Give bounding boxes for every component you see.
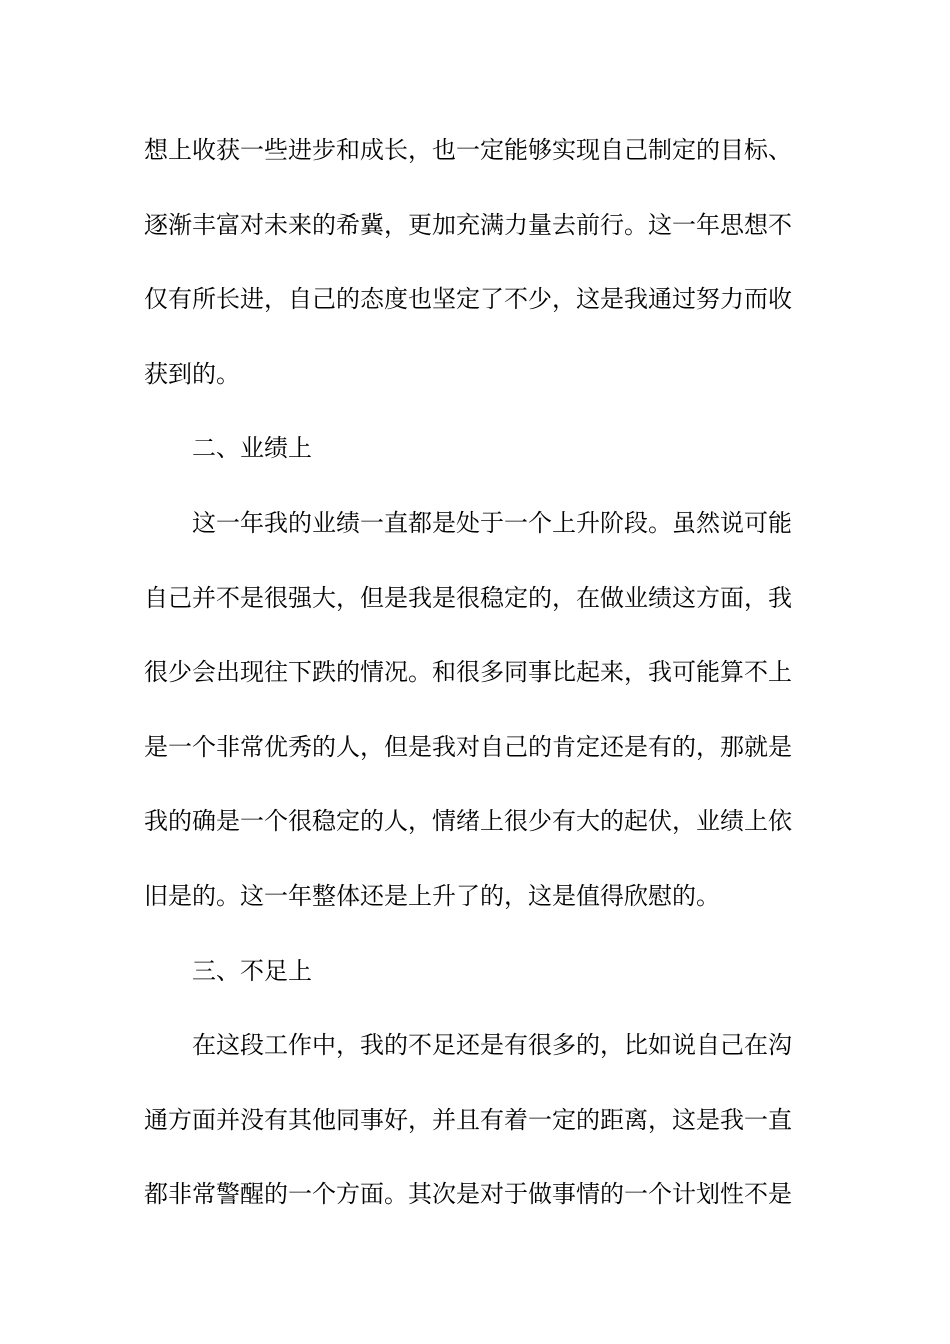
paragraph-line: 很少会出现往下跌的情况。和很多同事比起来，我可能算不上: [144, 658, 792, 686]
section-heading-shortcomings: 三、不足上: [192, 957, 312, 985]
paragraph-line: 通方面并没有其他同事好，并且有着一定的距离，这是我一直: [144, 1106, 792, 1134]
paragraph-line: 在这段工作中，我的不足还是有很多的，比如说自己在沟: [192, 1031, 792, 1059]
paragraph-line: 旧是的。这一年整体还是上升了的，这是值得欣慰的。: [144, 882, 720, 910]
paragraph-line: 想上收获一些进步和成长，也一定能够实现自己制定的目标、: [144, 136, 792, 164]
paragraph-line: 都非常警醒的一个方面。其次是对于做事情的一个计划性不是: [144, 1180, 792, 1208]
paragraph-line: 这一年我的业绩一直都是处于一个上升阶段。虽然说可能: [192, 509, 792, 537]
paragraph-line: 自己并不是很强大，但是我是很稳定的，在做业绩这方面，我: [144, 584, 792, 612]
paragraph-line: 获到的。: [144, 360, 240, 388]
paragraph-line: 是一个非常优秀的人，但是我对自己的肯定还是有的，那就是: [144, 733, 792, 761]
paragraph-line: 逐渐丰富对未来的希冀，更加充满力量去前行。这一年思想不: [144, 211, 792, 239]
section-heading-performance: 二、业绩上: [192, 434, 312, 462]
paragraph-line: 仅有所长进，自己的态度也坚定了不少，这是我通过努力而收: [144, 285, 792, 313]
paragraph-line: 我的确是一个很稳定的人，情绪上很少有大的起伏，业绩上依: [144, 807, 792, 835]
